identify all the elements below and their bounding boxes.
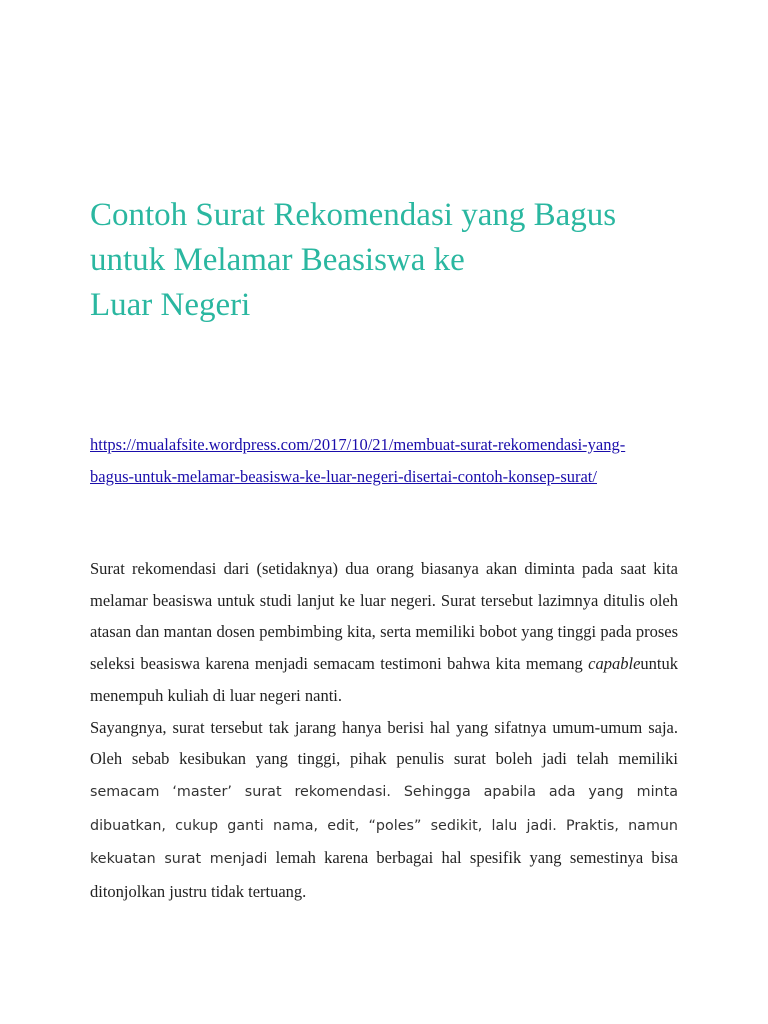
paragraph-1-text-end: untuk menempuh kuliah di luar negeri nanti. xyxy=(90,654,678,705)
document-title xyxy=(90,193,690,328)
paragraph-1-text: Surat rekomendasi dari (setidaknya) dua orang biasanya akan diminta pada saat kita melamar beasiswa untuk studi lanjut ke luar negeri. Surat tersebut lazimnya ditulis oleh atasan dan mantan dosen pembimbing kita, serta memiliki bobot yang tinggi pada proses seleksi beasiswa karena menjadi semacam testimoni bahwa kita memang xyxy=(90,559,678,674)
source-link-line-2[interactable]: bagus-untuk-melamar-beasiswa-ke-luar-negeri-disertai-contoh-konsep-surat/ xyxy=(90,467,597,486)
title-line-2: untuk Melamar Beasiswa ke xyxy=(90,242,465,278)
paragraph-2-sans-text: semacam ‘master’ surat rekomendasi. Sehingga apabila ada yang minta dibuatkan, cukup ganti nama, edit, “poles” sedikit, lalu jadi. Praktis, namun kekuatan surat menjadi xyxy=(90,783,678,868)
title-line-3: Luar Negeri xyxy=(90,287,251,323)
paragraph-2-text-end: lemah karena berbagai hal spesifik yang semestinya bisa ditonjolkan justru tidak tertuang. xyxy=(90,848,678,902)
paragraph-1 xyxy=(90,553,678,712)
body-text xyxy=(90,553,678,908)
title-line-1: Contoh Surat Rekomendasi yang Bagus xyxy=(90,197,617,233)
paragraph-2-text: Sayangnya, surat tersebut tak jarang hanya berisi hal yang sifatnya umum-umum saja. Oleh sebab kesibukan yang tinggi, pihak penulis surat boleh jadi telah memiliki xyxy=(90,717,678,769)
source-link[interactable] xyxy=(90,429,690,493)
source-link-line-1[interactable]: https://mualafsite.wordpress.com/2017/10/21/membuat-surat-rekomendasi-yang- xyxy=(90,435,626,454)
paragraph-2 xyxy=(90,712,678,908)
paragraph-1-italic: capable xyxy=(588,654,641,674)
